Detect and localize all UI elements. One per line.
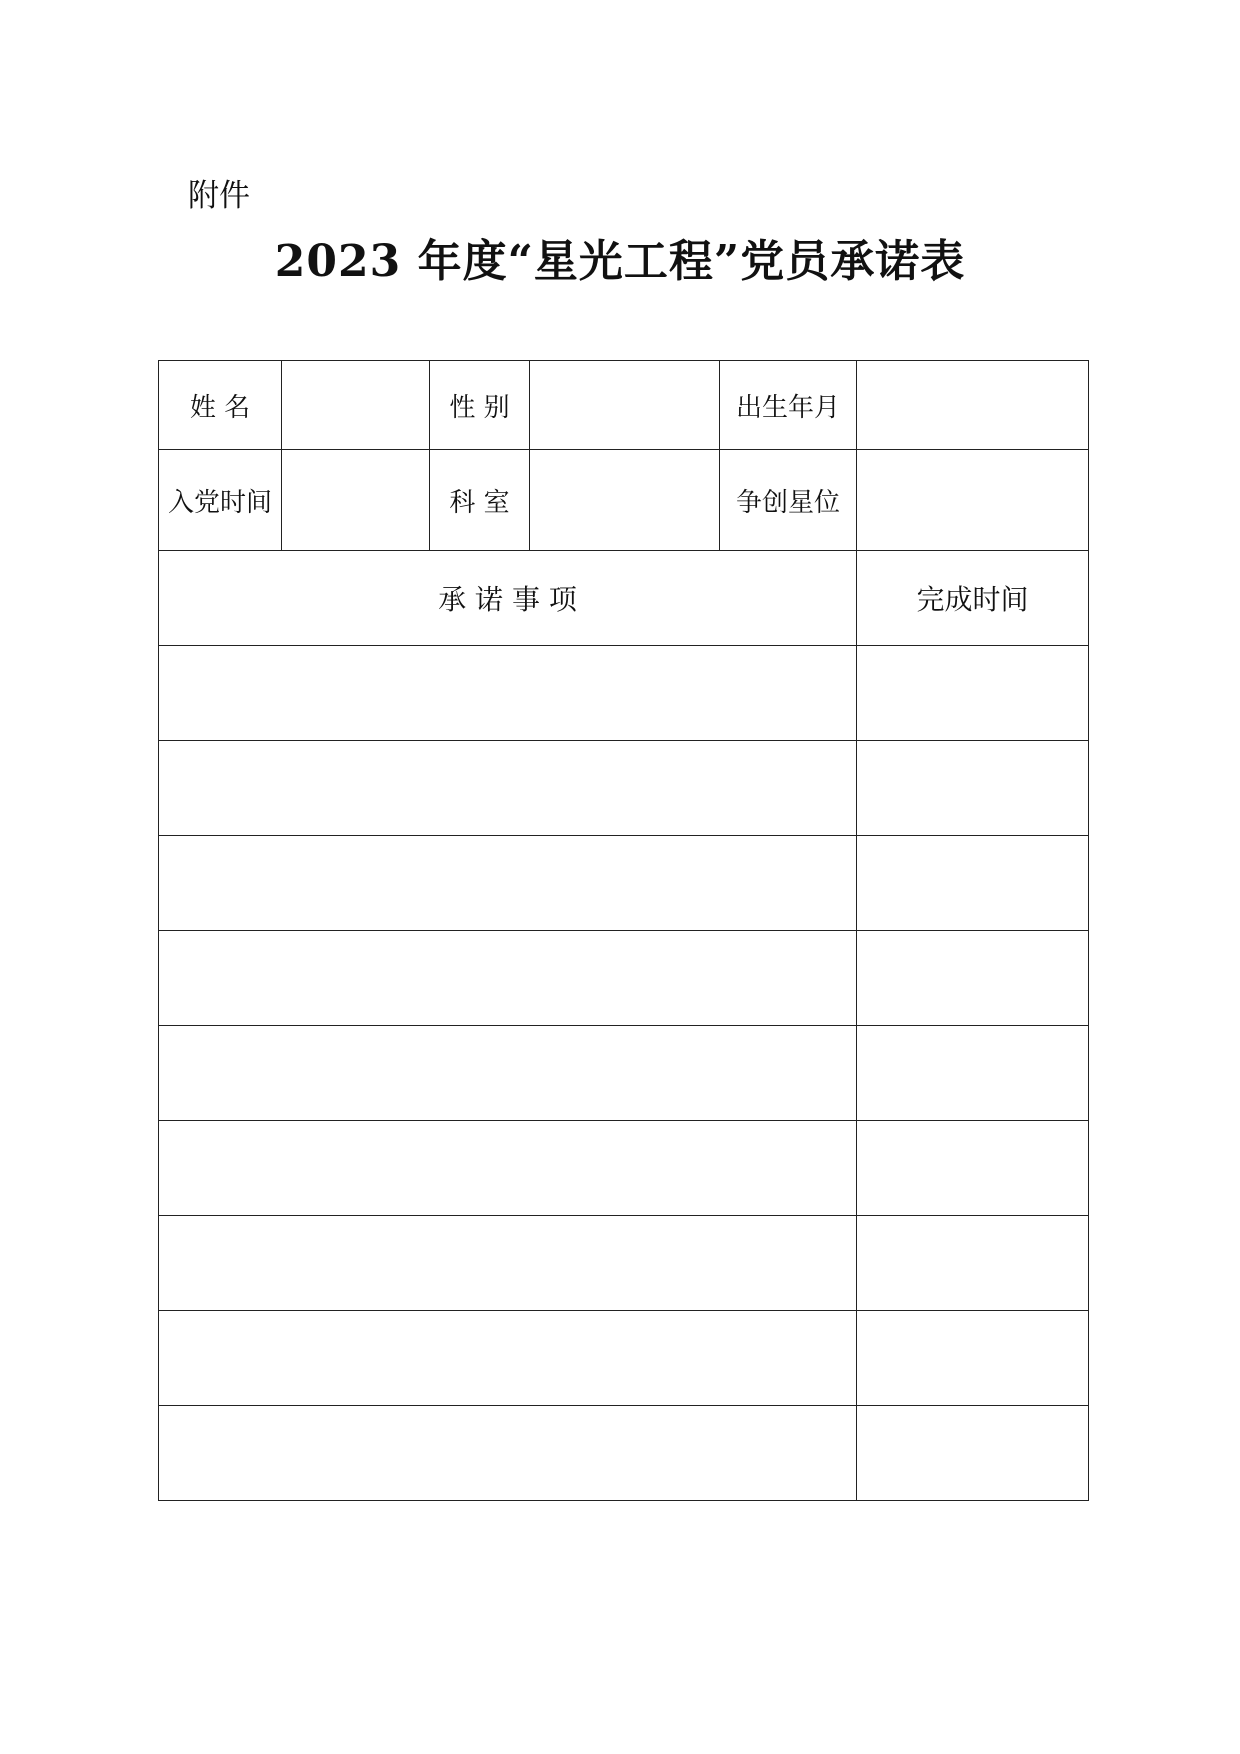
name-label: 姓 名 (159, 361, 282, 450)
birth-date-label: 出生年月 (720, 361, 857, 450)
page-title: 2023 年度“星光工程”党员承诺表 (274, 236, 966, 287)
commitment-row (159, 741, 1089, 836)
commitment-form-table (158, 360, 1089, 1501)
commitment-row (159, 1216, 1089, 1311)
department-label: 科 室 (430, 450, 530, 551)
completion-time-cell[interactable] (857, 741, 1089, 836)
commitment-row (159, 1026, 1089, 1121)
attachment-label: 附件 (188, 178, 250, 214)
gender-label: 性 别 (430, 361, 530, 450)
completion-time-cell[interactable] (857, 1121, 1089, 1216)
completion-time-cell[interactable] (857, 931, 1089, 1026)
commitment-item-header: 承 诺 事 项 (159, 551, 857, 646)
commitment-row (159, 1121, 1089, 1216)
commitment-item-cell[interactable] (159, 931, 857, 1026)
completion-time-cell[interactable] (857, 836, 1089, 931)
completion-time-cell[interactable] (857, 646, 1089, 741)
party-join-date-label: 入党时间 (159, 450, 282, 551)
commitment-item-cell[interactable] (159, 836, 857, 931)
birth-date-field[interactable] (857, 361, 1089, 450)
gender-field[interactable] (530, 361, 720, 450)
completion-time-cell[interactable] (857, 1026, 1089, 1121)
commitment-item-cell[interactable] (159, 1121, 857, 1216)
name-field[interactable] (282, 361, 430, 450)
completion-time-cell[interactable] (857, 1216, 1089, 1311)
commitment-item-cell[interactable] (159, 741, 857, 836)
completion-time-cell[interactable] (857, 1311, 1089, 1406)
commitment-item-cell[interactable] (159, 1216, 857, 1311)
commitment-header-row (159, 551, 1089, 646)
commitment-item-cell[interactable] (159, 1406, 857, 1501)
completion-time-header: 完成时间 (857, 551, 1089, 646)
commitment-row (159, 646, 1089, 741)
commitment-row (159, 1406, 1089, 1501)
completion-time-cell[interactable] (857, 1406, 1089, 1501)
commitment-item-cell[interactable] (159, 1311, 857, 1406)
info-row-2 (159, 450, 1089, 551)
commitment-row (159, 1311, 1089, 1406)
star-goal-label: 争创星位 (720, 450, 857, 551)
commitment-row (159, 931, 1089, 1026)
department-field[interactable] (530, 450, 720, 551)
commitment-item-cell[interactable] (159, 1026, 857, 1121)
commitment-row (159, 836, 1089, 931)
star-goal-field[interactable] (857, 450, 1089, 551)
commitment-item-cell[interactable] (159, 646, 857, 741)
party-join-date-field[interactable] (282, 450, 430, 551)
info-row-1 (159, 361, 1089, 450)
